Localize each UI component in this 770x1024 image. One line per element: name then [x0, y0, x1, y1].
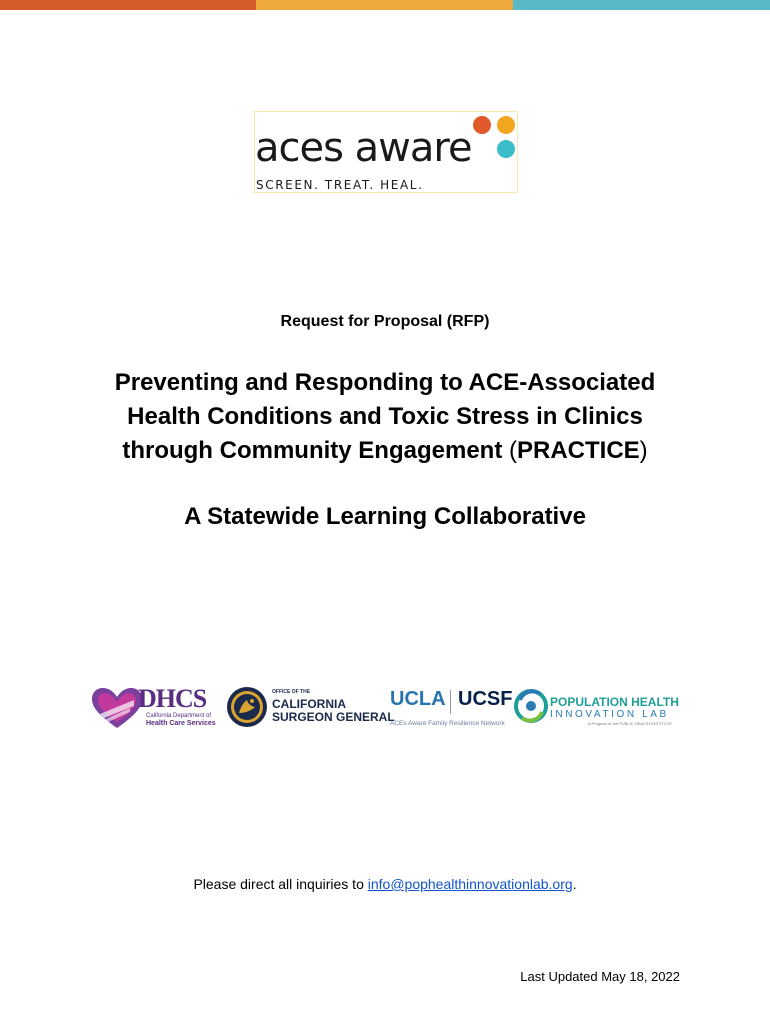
document-subtitle: A Statewide Learning Collaborative [184, 503, 586, 530]
ucla-wordmark: UCLA [390, 688, 446, 710]
top-color-bar [0, 0, 770, 10]
title-line-3 [60, 434, 710, 468]
title-line-2: Health Conditions and Toxic Stress in Clinics [127, 403, 643, 430]
title-acronym: PRACTICE [517, 437, 640, 464]
phil-line-3: A Program of the PUBLIC HEALTH INSTITUTE [588, 721, 672, 726]
dhcs-logo [90, 684, 222, 732]
bar-segment-yellow [256, 0, 513, 10]
dhcs-abbreviation: DHCS [138, 684, 207, 713]
inquiry-email-link[interactable]: info@pophealthinnovationlab.org [367, 876, 573, 892]
bar-segment-orange [0, 0, 256, 10]
partner-logos [90, 684, 680, 734]
aces-aware-wordmark: aces aware [255, 125, 472, 171]
title-line-3-main: through Community Engagement [122, 437, 509, 464]
aces-aware-logo [254, 111, 518, 193]
sg-surgeon-general-label: SURGEON GENERAL [272, 710, 395, 724]
inquiry-end: . [572, 876, 577, 892]
phil-logo [514, 684, 682, 732]
inquiry-line [0, 876, 770, 892]
logo-dot-teal [497, 140, 515, 158]
surgeon-general-logo [226, 684, 395, 732]
inquiry-text: Please direct all inquiries to [193, 876, 368, 892]
uc-network-label: ACEs Aware Family Resilience Network [390, 720, 505, 727]
dhcs-full-name [146, 713, 216, 728]
logo-dot-yellow [497, 116, 515, 134]
document-title [60, 366, 710, 468]
phil-line-2: INNOVATION LAB [550, 709, 669, 720]
sg-california-label: CALIFORNIA [272, 697, 346, 711]
title-paren-close: ) [639, 437, 648, 464]
dhcs-line-1: California Department of [146, 713, 212, 719]
dhcs-heart-icon [90, 686, 144, 730]
last-updated: Last Updated May 18, 2022 [520, 969, 680, 984]
rfp-label: Request for Proposal (RFP) [280, 313, 490, 330]
ucla-ucsf-logo [390, 684, 513, 732]
title-line-1: Preventing and Responding to ACE-Associated [114, 369, 656, 396]
logo-dot-orange [473, 116, 491, 134]
dhcs-line-2: Health Care Services [146, 720, 216, 727]
globe-people-icon [514, 686, 548, 726]
aces-aware-tagline: SCREEN. TREAT. HEAL. [256, 178, 424, 192]
california-seal-icon [226, 686, 268, 728]
ucsf-wordmark: UCSF [458, 688, 513, 710]
phil-line-1: POPULATION HEALTH [550, 695, 679, 709]
uc-divider [450, 690, 451, 714]
sg-office-label: OFFICE OF THE [272, 689, 311, 695]
bar-segment-teal [513, 0, 770, 10]
title-paren-open: ( [509, 437, 517, 464]
